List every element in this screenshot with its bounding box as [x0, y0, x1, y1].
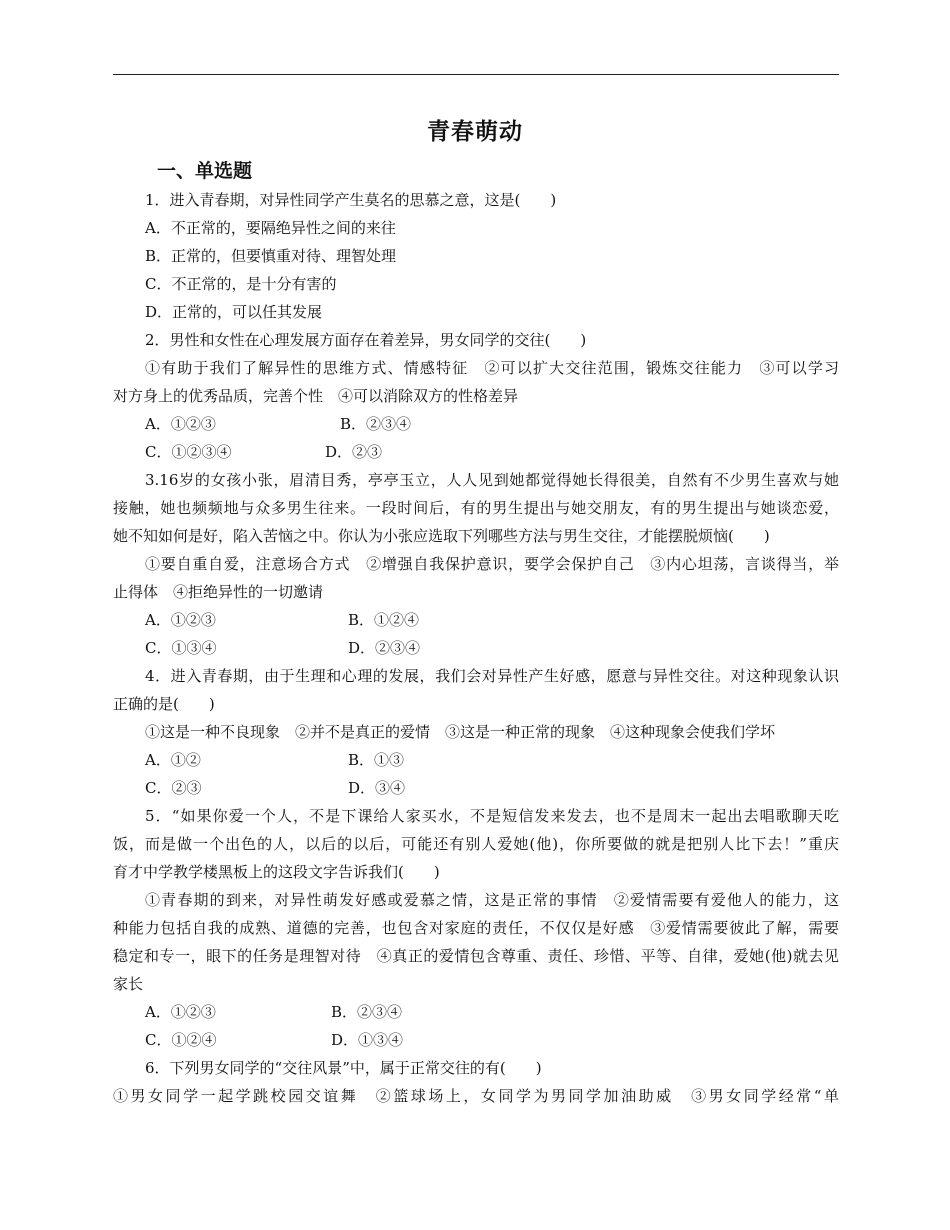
option-row [113, 438, 839, 466]
question-line: A．不正常的，要隔绝异性之间的来往 [145, 219, 396, 237]
question-line: 家长 [113, 975, 144, 993]
question-line: 对方身上的优秀品质，完善个性 ④可以消除双方的性格差异 [113, 387, 519, 405]
option-choice: C．②③ [145, 779, 202, 797]
option-row [113, 998, 839, 1026]
question-stem: 2．男性和女性在心理发展方面存在着差异，男女同学的交往( ) [145, 331, 587, 349]
option-row [113, 606, 839, 634]
header-rule [113, 74, 839, 75]
question-line: ①这是一种不良现象 ②并不是真正的爱情 ③这是一种正常的现象 ④这种现象会使我们学坏 [145, 723, 776, 741]
question-line: ①青春期的到来，对异性萌发好感或爱慕之情，这是正常的事情 ②爱情需要有爱他人的能力，这 [145, 891, 839, 909]
question-line: 正确的是( ) [113, 695, 215, 713]
option-choice: B．②③④ [340, 415, 412, 433]
question-6 [113, 1054, 839, 1110]
question-stem: 1．进入青春期，对异性同学产生莫名的思慕之意，这是( ) [145, 191, 557, 209]
option-choice: C．①②③④ [145, 443, 232, 461]
question-line: 接触，她也频频地与众多男生往来。一段时间后，有的男生提出与她交朋友，有的男生提出与她谈恋爱， [113, 499, 839, 517]
option-choice: C．①③④ [145, 639, 217, 657]
question-line: C．不正常的，是十分有害的 [145, 275, 337, 293]
question-line: B．正常的，但要慎重对待、理智处理 [145, 247, 397, 265]
question-stem: 3.16岁的女孩小张，眉清目秀，亭亭玉立，人人见到她都觉得她长得很美，自然有不少男生喜欢与她 [145, 471, 839, 489]
option-row [113, 1026, 839, 1054]
option-choice: A．①②③ [145, 415, 216, 433]
question-3 [113, 466, 839, 662]
page-title: 青春萌动 [427, 119, 523, 145]
option-row [113, 410, 839, 438]
option-choice: B．①③ [348, 751, 405, 769]
option-row [113, 746, 839, 774]
question-stem: 4．进入青春期，由于生理和心理的发展，我们会对异性产生好感，愿意与异性交往。对这种现象认识 [145, 667, 839, 685]
option-choice: A．①②③ [145, 1003, 216, 1021]
option-choice: A．①②③ [145, 611, 216, 629]
option-choice: D．①③④ [331, 1031, 404, 1049]
option-row [113, 634, 839, 662]
option-choice: D．③④ [348, 779, 406, 797]
option-row [113, 774, 839, 802]
question-line: 她不知如何是好，陷入苦恼之中。你认为小张应选取下列哪些方法与男生交往，才能摆脱烦恼( ) [113, 527, 770, 545]
question-line: 饭，而是做一个出色的人，以后的以后，可能还有别人爱她(他)，你所要做的就是把别人比下去！”重庆 [113, 835, 839, 853]
question-2 [113, 326, 839, 466]
question-list [113, 186, 839, 1110]
question-1 [113, 186, 839, 326]
section-heading: 一、单选题 [157, 160, 253, 182]
question-line: ①男女同学一起学跳校园交谊舞 ②篮球场上，女同学为男同学加油助威 ③男女同学经常“单 [113, 1087, 839, 1105]
question-stem: 5．“如果你爱一个人，不是下课给人家买水，不是短信发来发去，也不是周末一起出去唱歌聊天吃 [145, 807, 839, 825]
question-line: 止得体 ④拒绝异性的一切邀请 [113, 583, 324, 601]
question-5 [113, 802, 839, 1054]
question-stem: 6．下列男女同学的“交往风景”中，属于正常交往的有( ) [145, 1059, 542, 1077]
question-4 [113, 662, 839, 802]
question-line: 种能力包括自我的成熟、道德的完善，也包含对家庭的责任，不仅仅是好感 ③爱情需要彼此了解，需要 [113, 919, 839, 937]
option-choice: A．①② [145, 751, 201, 769]
option-choice: B．①②④ [348, 611, 420, 629]
option-choice: C．①②④ [145, 1031, 217, 1049]
question-line: 育才中学教学楼黑板上的这段文字告诉我们( ) [113, 863, 440, 881]
option-choice: B．②③④ [331, 1003, 403, 1021]
question-line: D．正常的，可以任其发展 [145, 303, 323, 321]
question-line: 稳定和专一，眼下的任务是理智对待 ④真正的爱情包含尊重、责任、珍惜、平等、自律，爱她(他)就去见 [113, 947, 839, 965]
option-choice: D．②③ [325, 443, 383, 461]
question-line: ①有助于我们了解异性的思维方式、情感特征 ②可以扩大交往范围，锻炼交往能力 ③可以学习 [145, 359, 839, 377]
option-choice: D．②③④ [348, 639, 421, 657]
question-line: ①要自重自爱，注意场合方式 ②增强自我保护意识，要学会保护自己 ③内心坦荡，言谈得当，举 [145, 555, 839, 573]
